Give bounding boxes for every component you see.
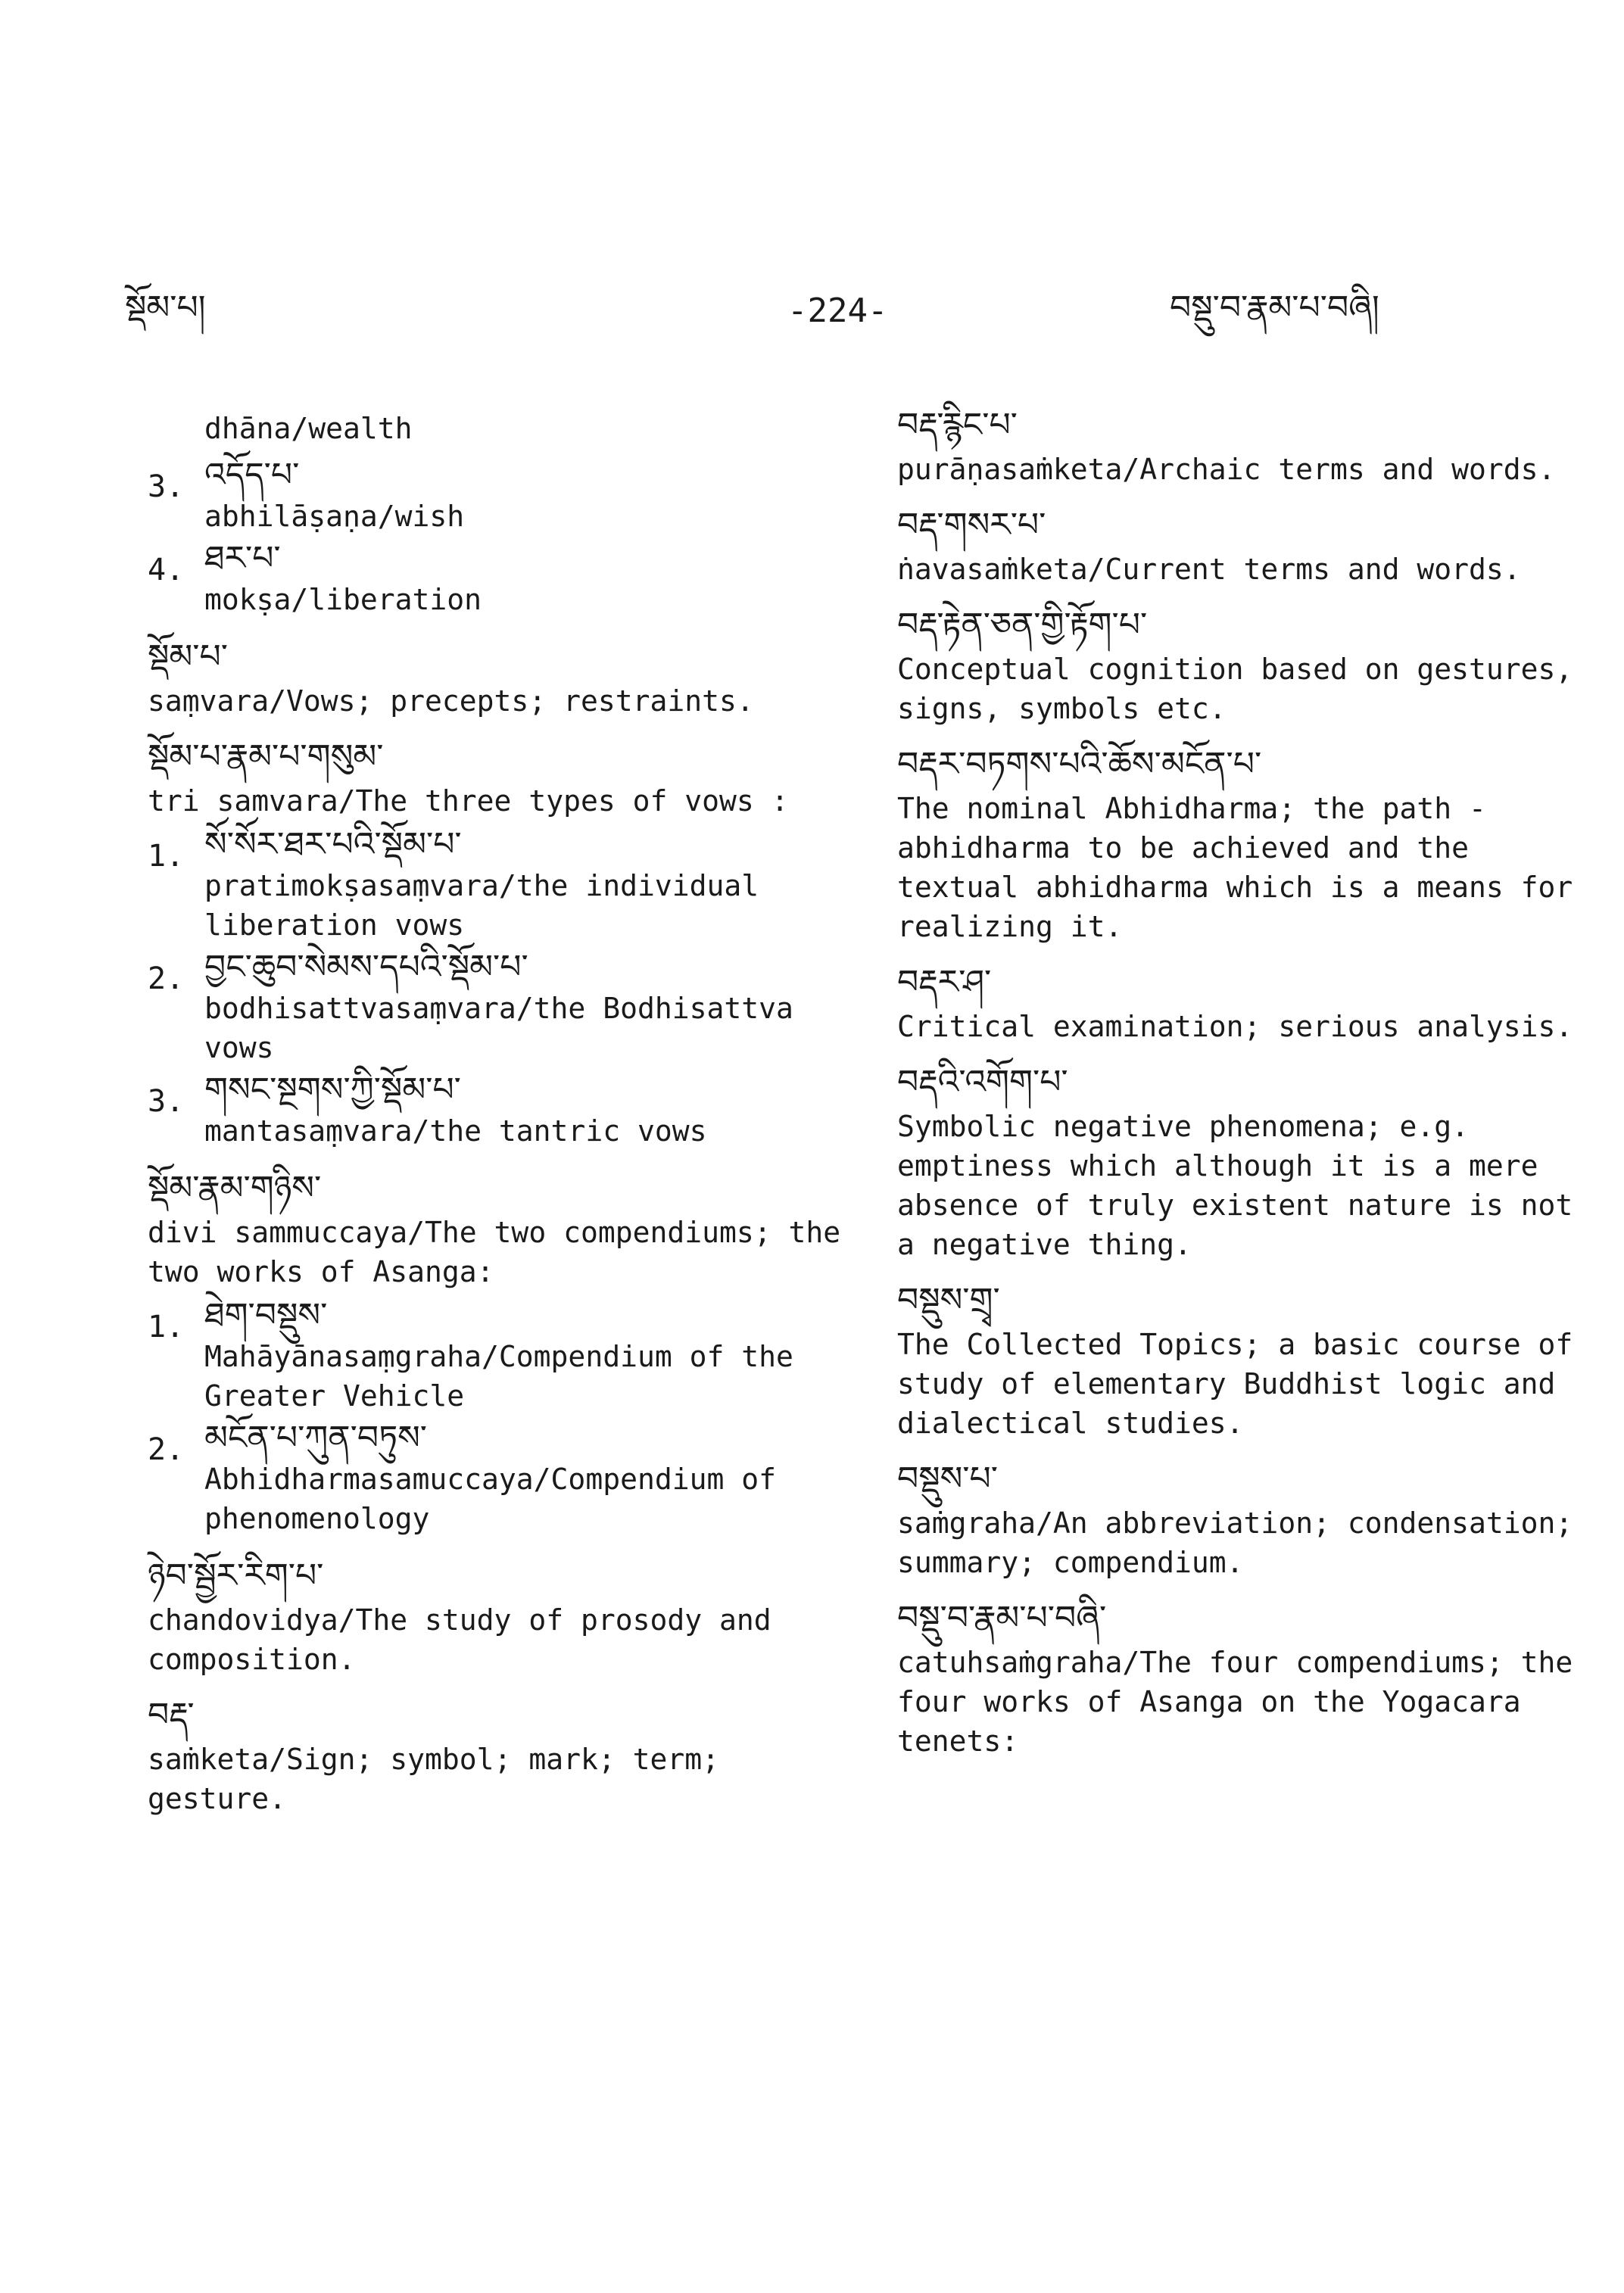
right-column [897, 406, 1591, 1781]
tibetan-term: སོ་སོར་ཐར་པའི་སྡོམ་པ་ [204, 825, 462, 864]
dictionary-entry [148, 737, 844, 821]
tibetan-headword: བརྡ་རྟེན་ཅན་གྱི་རྟོག་པ་ [897, 606, 1148, 644]
dictionary-entry [897, 963, 1579, 1046]
list-item [148, 456, 844, 536]
tibetan-headword: སྡོམ་རྣམ་གཉིས་ [148, 1169, 322, 1207]
list-number: 4. [148, 553, 185, 587]
definition: Abhidharmasamuccaya/Compendium of phenomenology [204, 1463, 793, 1535]
definition: saṃvara/Vows; precepts; restraints. [148, 684, 754, 718]
definition: abhilāṣaṇa/wish [204, 500, 465, 533]
continued-definition: dhāna/wealth [204, 412, 413, 445]
definition: The Collected Topics; a basic course of study of elementary Buddhist logic and dialectical studies. [897, 1328, 1591, 1440]
tibetan-headword: བརྡ་ [148, 1696, 195, 1734]
list-number: 1. [148, 1310, 185, 1344]
definition: pratimokṣasaṃvara/the individual liberation vows [204, 869, 776, 942]
dictionary-entry [897, 1599, 1591, 1761]
tibetan-headword: བསྡུས་པ་ [897, 1460, 998, 1498]
definition: The nominal Abhidharma; the path -abhidharma to be achieved and the textual abhidharma which is a means for realizing it. [897, 792, 1591, 943]
dictionary-entry [148, 1556, 844, 1679]
dictionary-entry [897, 406, 1579, 489]
tibetan-term: མངོན་པ་ཀུན་བཏུས་ [204, 1419, 428, 1457]
list-number: 3. [148, 1084, 185, 1119]
dictionary-entry [148, 1169, 859, 1291]
tibetan-headword: བསྡུ་བ་རྣམ་པ་བཞི་ [897, 1599, 1107, 1637]
definition: Critical examination; serious analysis. [897, 1010, 1573, 1043]
dictionary-entry [897, 506, 1579, 589]
definition: divi sammuccaya/The two compendiums; the two works of Asanga: [148, 1216, 859, 1288]
header-left-tibetan: སྡོམ་པ། [125, 288, 206, 327]
tibetan-headword: སྡོམ་པ་རྣམ་པ་གསུམ་ [148, 737, 384, 776]
definition: Mahāyānasaṃgraha/Compendium of the Greater Vehicle [204, 1340, 811, 1413]
definition: saṁgraha/An abbreviation; condensation; summary; compendium. [897, 1506, 1591, 1579]
list-number: 1. [148, 839, 185, 874]
header-right-tibetan: བསྡུ་བ་རྣམ་པ་བཞི། [1170, 288, 1379, 327]
definition: bodhisattvasaṃvara/the Bodhisattva vows [204, 992, 811, 1064]
definition: ṅavasaṁketa/Current terms and words. [897, 553, 1521, 586]
list-item [148, 1070, 844, 1151]
tibetan-headword: བརྡའི་འགོག་པ་ [897, 1063, 1068, 1101]
page-number: -224- [787, 291, 888, 330]
definition: tri samvara/The three types of vows : [148, 784, 789, 818]
definition: mokṣa/liberation [204, 583, 482, 616]
definition: mantasaṃvara/the tantric vows [204, 1114, 707, 1148]
tibetan-term: གསང་སྔགས་ཀྱི་སྡོམ་པ་ [204, 1070, 461, 1109]
dictionary-entry [897, 1281, 1591, 1443]
list-number: 2. [148, 961, 185, 996]
dictionary-entry [148, 1696, 844, 1818]
tibetan-headword: བརྡར་ཤ་ [897, 963, 992, 1002]
tibetan-term: ཐེག་བསྡུས་ [204, 1296, 328, 1335]
dictionary-entry [148, 637, 844, 721]
definition: saṁketa/Sign; symbol; mark; term; gesture. [148, 1743, 737, 1815]
list-item [148, 1296, 844, 1416]
tibetan-term: ཐར་པ་ [204, 539, 281, 578]
list-item [148, 1419, 844, 1538]
dictionary-entry [897, 606, 1591, 728]
tibetan-headword: བརྡར་བཏགས་པའི་ཆོས་མངོན་པ་ [897, 745, 1262, 784]
list-item [148, 825, 844, 945]
tibetan-headword: བརྡ་རྙིང་པ་ [897, 406, 1018, 444]
definition: purāṇasaṁketa/Archaic terms and words. [897, 453, 1556, 486]
list-number: 2. [148, 1432, 185, 1467]
tibetan-headword: བསྡུས་གྲྭ་ [897, 1281, 1000, 1319]
dictionary-entry [897, 745, 1591, 946]
tibetan-headword: སྡོམ་པ་ [148, 637, 228, 676]
list-item [148, 948, 844, 1067]
definition: catuhsaṁgraha/The four compendiums; the four works of Asanga on the Yogacara tenets: [897, 1646, 1591, 1758]
tibetan-headword: ཉེབ་སྦྱོར་རིག་པ་ [148, 1556, 324, 1595]
tibetan-term: བྱང་ཆུབ་སེམས་དཔའི་སྡོམ་པ་ [204, 948, 528, 986]
list-number: 3. [148, 469, 185, 504]
tibetan-headword: བརྡ་གསར་པ་ [897, 506, 1046, 544]
definition: Conceptual cognition based on gestures, signs, symbols etc. [897, 653, 1591, 725]
left-column [148, 409, 859, 1838]
definition: chandovidya/The study of prosody and composition. [148, 1603, 789, 1676]
tibetan-term: འདོད་པ་ [204, 456, 300, 494]
definition: Symbolic negative phenomena; e.g. emptiness which although it is a mere absence of truly existent nature is not a negative thing. [897, 1110, 1591, 1261]
list-item [148, 539, 844, 619]
dictionary-entry [897, 1063, 1591, 1264]
dictionary-entry [897, 1460, 1591, 1582]
